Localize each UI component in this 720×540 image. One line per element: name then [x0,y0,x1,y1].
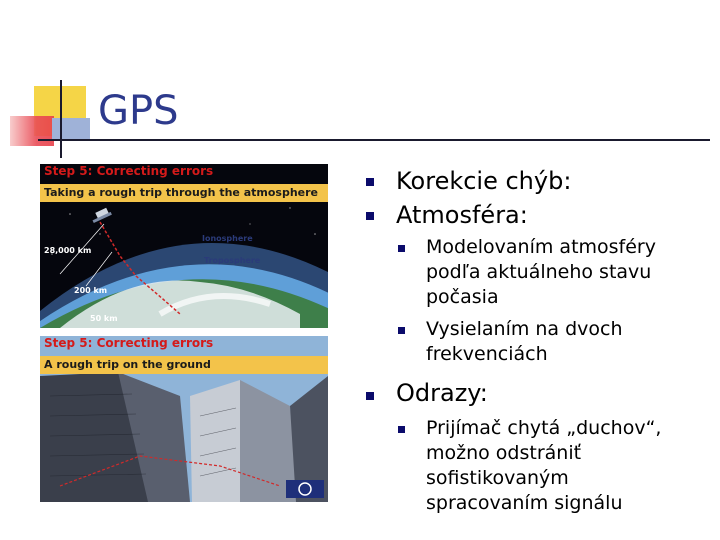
sub-bullet-text: Modelovaním atmosféry [426,236,656,258]
bullet-icon [366,178,374,186]
sub-bullet-text: podľa aktuálneho stavu [426,261,652,283]
troposphere-label: Troposphere [204,256,261,265]
atmosphere-image [40,164,328,328]
title-ornament-blue [52,118,90,140]
bullet-icon [366,392,374,400]
bullet-icon [366,212,374,220]
sub-bullet-icon [398,426,405,433]
bullet-text: Atmosféra: [396,201,528,229]
step-label: Step 5: Correcting errors [44,164,214,178]
title-ornament-vertical-line [60,80,62,158]
sub-bullet-text: počasia [426,286,499,308]
sub-bullet-icon [398,245,405,252]
bullet-text: Korekcie chýb: [396,167,572,195]
sub-bullet-text: spracovaním signálu [426,492,623,514]
sub-bullet-text: možno odstrániť [426,442,582,464]
sub-bullet-text: Prijímač chytá „duchov“, [426,417,662,439]
altitude-label: 28,000 km [44,246,92,255]
step-label: Step 5: Correcting errors [44,336,214,350]
altitude-label: 50 km [90,314,118,323]
ionosphere-label: Ionosphere [202,234,253,243]
image-subtitle: A rough trip on the ground [40,356,328,374]
sub-bullet-icon [398,327,405,334]
sub-bullet-text: frekvenciách [426,343,548,365]
title-ornament-red [10,116,54,146]
slide-title: GPS [98,88,179,134]
altitude-label: 200 km [74,286,108,295]
sub-bullet-text: sofistikovaným [426,467,569,489]
title-underline [38,139,710,141]
image-subtitle: Taking a rough trip through the atmosphere [40,184,328,202]
multipath-image [40,336,328,502]
bullet-text: Odrazy: [396,379,488,407]
sub-bullet-text: Vysielaním na dvoch [426,318,623,340]
